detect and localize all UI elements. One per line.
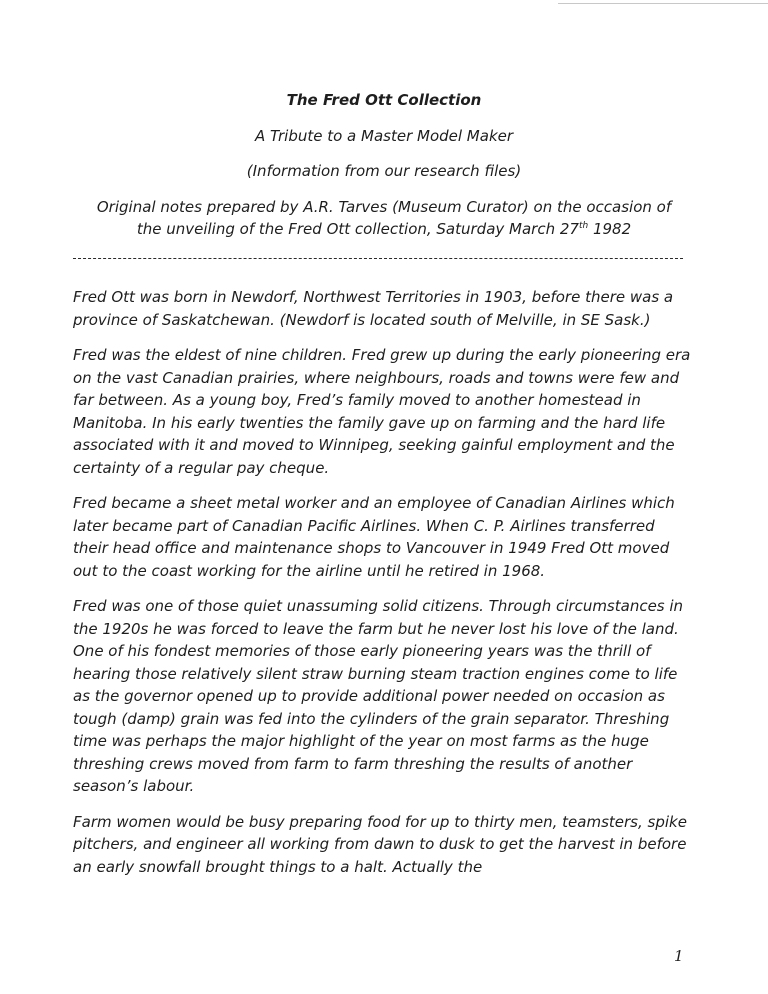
curator-notes-line-2 <box>0 218 768 240</box>
paragraph: Fred was one of those quiet unassuming solid citizens. Through circumstances in the 1920s he was forced to leave the farm but he never lost his love of the land. One of his fondest memories of those early pioneering years was the thrill of hearing those relatively silent straw burning steam traction engines come to life as the governor opened up to provide additional power needed on occasion as tough (damp) grain was fed into the cylinders of the grain separator. Threshing time was perhaps the major highlight of the year on most farms as the huge threshing crews moved from farm to farm threshing the results of another season’s labour. <box>73 597 684 795</box>
paragraph: Farm women would be busy preparing food for up to thirty men, teamsters, spike pitchers, and engineer all working from dawn to dusk to get the harvest in before an early snowfall brought things to a halt. Actually the <box>73 812 687 876</box>
date-ordinal-suffix: th <box>578 221 589 231</box>
scan-edge-line <box>558 3 768 4</box>
body-text <box>73 286 693 891</box>
page-number: 1 <box>674 947 684 965</box>
paragraph: Fred became a sheet metal worker and an employee of Canadian Airlines which later became part of Canadian Pacific Airlines. When C. P. Airlines transferred their head office and maintenance shops to Vancouver in 1949 Fred Ott moved out to the coast working for the airline until he retired in 1968. <box>73 494 675 580</box>
dashed-divider <box>73 258 683 259</box>
document-subtitle: A Tribute to a Master Model Maker <box>254 127 514 145</box>
curator-notes-date: the unveiling of the Fred Ott collection, Saturday March 27 <box>136 220 579 238</box>
curator-notes-line-1: Original notes prepared by A.R. Tarves (Museum Curator) on the occasion of <box>96 198 672 216</box>
curator-notes <box>0 196 768 240</box>
paragraph: Fred was the eldest of nine children. Fred grew up during the early pioneering era on the vast Canadian prairies, where neighbours, roads and towns were few and far between. As a young boy, Fred’s family moved to another homestead in Manitoba. In his early twenties the family gave up on farming and the hard life associated with it and moved to Winnipeg, seeking gainful employment and the certainty of a regular pay cheque. <box>73 346 691 477</box>
curator-notes-year: 1982 <box>588 220 632 238</box>
paragraph: Fred Ott was born in Newdorf, Northwest Territories in 1903, before there was a province of Saskatchewan. (Newdorf is located south of Melville, in SE Sask.) <box>73 288 674 329</box>
document-title: The Fred Ott Collection <box>286 91 482 109</box>
source-note: (Information from our research files) <box>246 162 522 180</box>
